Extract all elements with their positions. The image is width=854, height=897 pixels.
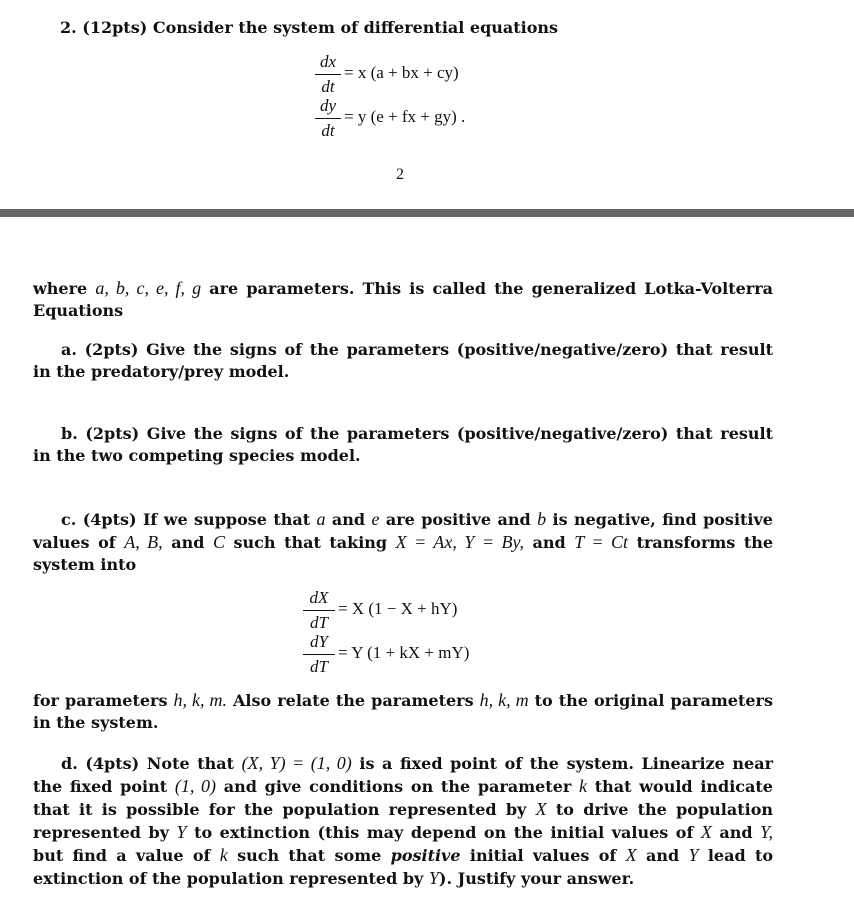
eq3-numerator: dX <box>309 588 329 607</box>
eq2-rhs: = y (e + fx + gy) . <box>344 107 466 126</box>
params-hkm-2: h, k, m <box>479 690 529 710</box>
part-d-var-x: X <box>535 799 547 819</box>
part-c-text-7: and <box>532 533 566 552</box>
part-c-text-6: such that taking <box>233 533 388 552</box>
part-d-text-8: but find a value of <box>33 846 211 865</box>
part-c-text-8: transforms the system into <box>33 533 774 574</box>
part-d-positive: positive <box>390 846 461 865</box>
problem-header: 2. (12pts) Consider the system of differential equations <box>60 18 559 37</box>
part-d-text-3: and give conditions on the parameter <box>223 777 572 796</box>
part-c-var-ab: A, B, <box>124 532 163 552</box>
intro-paragraph <box>33 277 773 322</box>
params-text-2: Also relate the parameters <box>233 691 474 710</box>
part-d-text-11: and <box>645 846 680 865</box>
part-d-var-x3: X <box>625 845 637 865</box>
part-d <box>33 752 773 890</box>
part-c-text-1: c. (4pts) If we suppose that <box>61 510 311 529</box>
eq2-denominator: dt <box>321 121 335 140</box>
part-d-var-y3: Y <box>688 845 699 865</box>
part-d-text-13: ). Justify your answer. <box>438 869 635 888</box>
part-c-text-4: is negative, find positive values of <box>33 510 773 552</box>
part-d-text-2: is a fixed point of the system. Linearize near the fixed point <box>33 754 774 796</box>
part-d-text-9: such that some <box>237 846 382 865</box>
part-d-text-1: d. (4pts) Note that <box>61 754 235 773</box>
part-d-fixed-point-2: (1, 0) <box>174 776 216 796</box>
eq4-rhs: = Y (1 + kX + mY) <box>338 643 470 662</box>
part-d-var-y2: Y, <box>760 822 773 842</box>
part-a: a. (2pts) Give the signs of the parameters (positive/negative/zero) that result in the predatory/prey model. <box>33 340 773 381</box>
part-b: b. (2pts) Give the signs of the parameters (positive/negative/zero) that result in the two competing species model. <box>33 424 773 465</box>
eq1-numerator: dx <box>319 52 337 71</box>
part-c-var-e: e <box>371 509 380 529</box>
part-c-text-5: and <box>171 533 205 552</box>
page-number: 2 <box>396 166 404 183</box>
intro-text-a: where <box>33 279 88 298</box>
intro-text-b: are parameters. This is called the generalized Lotka-Volterra Equations <box>33 279 774 320</box>
part-d-fixed-point: (X, Y) = (1, 0) <box>241 753 352 773</box>
part-d-text-5: to drive the population represented by <box>33 800 773 842</box>
eq3-denominator: dT <box>310 613 328 632</box>
part-c <box>33 508 773 576</box>
eq4-fraction-bar <box>303 654 335 655</box>
eq3-rhs: = X (1 − X + hY) <box>338 599 458 618</box>
params-text-3: to the original parameters in the system. <box>33 691 773 732</box>
part-d-text-7: and <box>719 823 753 842</box>
part-d-var-k2: k <box>219 845 228 865</box>
eq1-rhs: = x (a + bx + cy) <box>344 63 459 82</box>
part-d-text-12: lead to extinction of the population represented by <box>33 846 774 888</box>
eq3-fraction-bar <box>303 610 335 611</box>
part-c-text-3: are positive and <box>385 510 531 529</box>
eq1-denominator: dt <box>321 77 335 96</box>
parameters-paragraph <box>33 689 773 734</box>
part-c-var-a: a <box>316 509 326 529</box>
part-d-text-6: to extinction (this may depend on the initial values of <box>194 823 694 842</box>
part-c-var-c: C <box>212 532 225 552</box>
part-d-var-y4: Y <box>428 868 439 888</box>
part-d-var-y: Y <box>176 822 187 842</box>
eq4-numerator: dY <box>310 632 328 651</box>
part-c-transform-t: T = Ct <box>574 532 629 552</box>
part-d-var-k: k <box>579 776 588 796</box>
params-text-1: for parameters <box>33 691 168 710</box>
part-d-text-10: initial values of <box>469 846 617 865</box>
part-c-var-b: b <box>537 509 547 529</box>
eq4-denominator: dT <box>310 657 328 676</box>
part-d-var-x2: X <box>700 822 712 842</box>
params-hkm: h, k, m. <box>173 690 227 710</box>
eq2-numerator: dy <box>319 96 337 115</box>
intro-params: a, b, c, e, f, g <box>95 278 202 298</box>
part-c-transform-xy: X = Ax, Y = By, <box>395 532 524 552</box>
eq1-fraction-bar <box>315 74 341 75</box>
part-d-text-4: that would indicate that it is possible for the population represented by <box>33 777 773 819</box>
part-c-text-2: and <box>331 510 366 529</box>
eq2-fraction-bar <box>315 118 341 119</box>
page-divider <box>0 209 854 217</box>
